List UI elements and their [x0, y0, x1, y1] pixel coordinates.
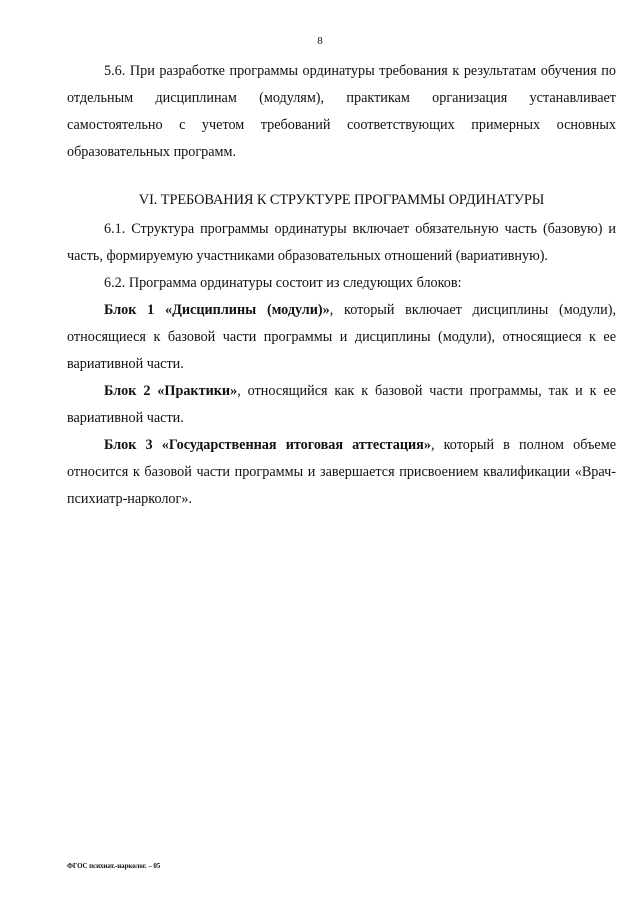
block-3-label: Блок 3 «Государственная итоговая аттестация» [104, 437, 431, 453]
block-2-paragraph [67, 378, 616, 432]
page-number: 8 [317, 35, 323, 47]
block-1-paragraph [67, 297, 616, 378]
block-1-label: Блок 1 «Дисциплины (модули)» [104, 302, 330, 318]
block-2-label: Блок 2 «Практики» [104, 383, 238, 399]
block-3-paragraph [67, 432, 616, 513]
block-2-text: , относящийся как к базовой части программы, так и к ее вариативной части. [67, 383, 616, 426]
paragraph-6-1: 6.1. Структура программы ординатуры включает обязательную часть (базовую) и часть, формируемую участниками образовательных отношений (вариативную). [67, 221, 616, 264]
block-1-text: , который включает дисциплины (модули), относящиеся к базовой части программы и дисциплины (модули), относящиеся к ее вариативной части. [67, 302, 617, 372]
document-body [67, 58, 616, 513]
block-3-text: , который в полном объеме относится к базовой части программы и завершается присвоением квалификации «Врач-психиатр-нарколог». [67, 437, 616, 507]
paragraph-6-2: 6.2. Программа ординатуры состоит из следующих блоков: [104, 275, 462, 291]
section-heading: VI. ТРЕБОВАНИЯ К СТРУКТУРЕ ПРОГРАММЫ ОРДИНАТУРЫ [138, 192, 545, 208]
footer-note: ФГОС психиат.-нарколог. – 05 [67, 862, 161, 870]
paragraph-5-6: 5.6. При разработке программы ординатуры требования к результатам обучения по отдельным дисциплинам (модулям), практикам организация устанавливает самостоятельно с учетом требований соответствующих примерных основных образовательных программ. [67, 63, 616, 160]
